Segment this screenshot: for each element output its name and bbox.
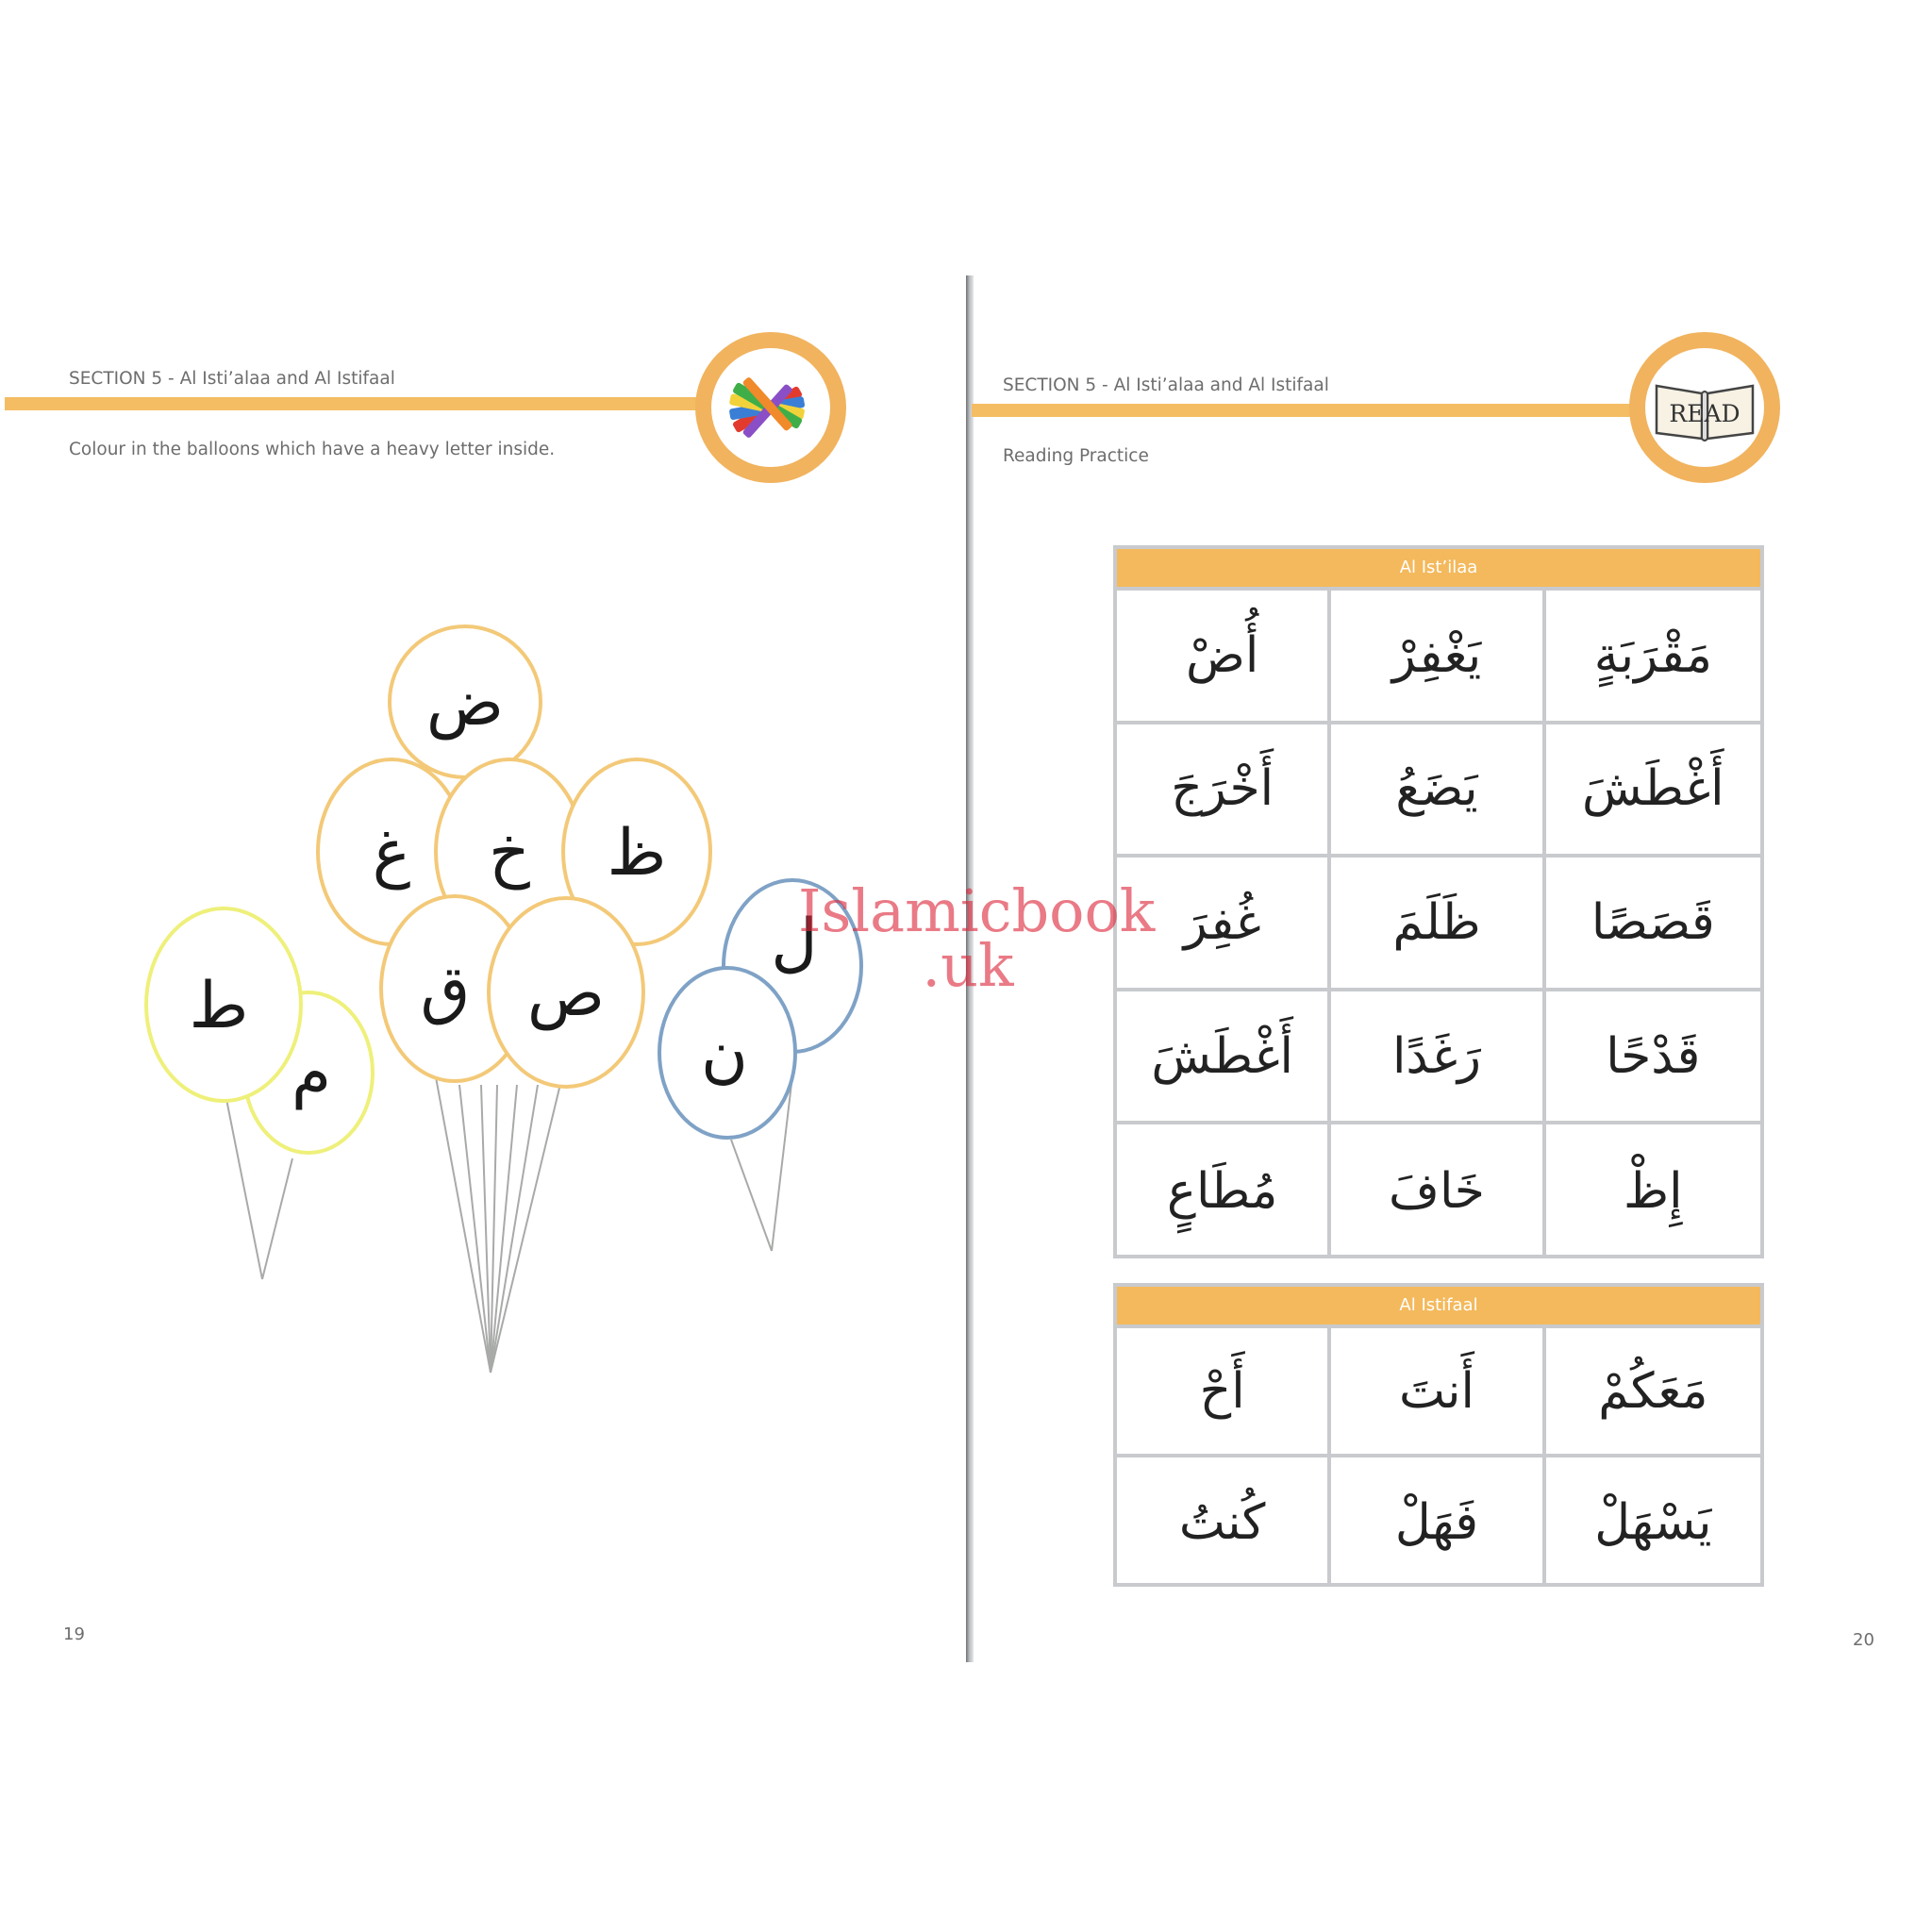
word-cell: أَغْطَشَ xyxy=(1546,724,1760,858)
word-cell: ظَلَمَ xyxy=(1331,858,1545,991)
balloon-letter: ط xyxy=(189,969,249,1043)
word-cell: غُفِرَ xyxy=(1117,858,1331,991)
read-label: READ xyxy=(1669,400,1740,427)
watermark-line1: Islamicbook xyxy=(798,876,1156,945)
balloon-letter: م xyxy=(291,1036,332,1110)
word-cell: خَافَ xyxy=(1331,1124,1545,1258)
left-instruction: Colour in the balloons which have a heavy letter inside. xyxy=(69,440,556,459)
word-cell: إِظْ xyxy=(1624,1163,1683,1221)
word-cell: أُضْ xyxy=(1117,591,1331,724)
istifaal-header: Al Istifaal xyxy=(1117,1287,1760,1328)
istilaa-header: Al Ist’ilaa xyxy=(1117,549,1760,591)
balloon-letter: غ xyxy=(372,816,411,891)
right-header-bar xyxy=(972,404,1641,417)
word-cell: يَسْهَلْ xyxy=(1594,1493,1712,1551)
right-badge xyxy=(1629,332,1780,483)
balloon-letter: ن xyxy=(701,1017,748,1091)
watermark xyxy=(798,876,1156,1000)
balloon-letter: ص xyxy=(526,957,606,1031)
istilaa-table xyxy=(1113,545,1764,1258)
balloon-letter: ق xyxy=(420,953,471,1027)
word-cell: مَقْرَبَةٍ xyxy=(1546,591,1760,724)
word-cell: فَهَلْ xyxy=(1331,1457,1545,1587)
word-cell: يَغْفِرْ xyxy=(1331,591,1545,724)
left-section-title: SECTION 5 - Al Isti’alaa and Al Istifaal xyxy=(69,369,395,389)
word-cell: كُنتُ xyxy=(1117,1457,1331,1587)
istifaal-table xyxy=(1113,1283,1764,1587)
word-cell: مُطَاعٍ xyxy=(1117,1124,1331,1258)
word-cell: مَعَكُمْ xyxy=(1546,1328,1760,1457)
page-number-left: 19 xyxy=(63,1624,85,1644)
left-header-bar xyxy=(5,397,708,410)
word-cell: أَنتَ xyxy=(1331,1328,1545,1457)
open-book-icon xyxy=(1645,348,1764,467)
right-section-title: SECTION 5 - Al Isti’alaa and Al Istifaal xyxy=(1003,375,1329,395)
word-cell: أَحْ xyxy=(1117,1328,1331,1457)
crayons-icon xyxy=(711,348,830,467)
word-cell: رَغَدًا xyxy=(1331,991,1545,1125)
word-cell: يَضَعُ xyxy=(1331,724,1545,858)
page-number-right: 20 xyxy=(1853,1630,1874,1650)
word-cell: قَصَصًا xyxy=(1546,858,1760,991)
watermark-line2: .uk xyxy=(922,931,1014,1000)
word-cell: أَغْطَشَ xyxy=(1117,991,1331,1125)
balloon-letter: ض xyxy=(425,666,505,741)
balloon-letter: خ xyxy=(489,816,530,891)
word-cell: أَخْرَجَ xyxy=(1117,724,1331,858)
balloon-letter: ل xyxy=(771,906,818,980)
balloon-letter: ظ xyxy=(607,816,667,891)
right-subtitle: Reading Practice xyxy=(1003,446,1149,466)
word-cell: قَدْحًا xyxy=(1546,991,1760,1125)
